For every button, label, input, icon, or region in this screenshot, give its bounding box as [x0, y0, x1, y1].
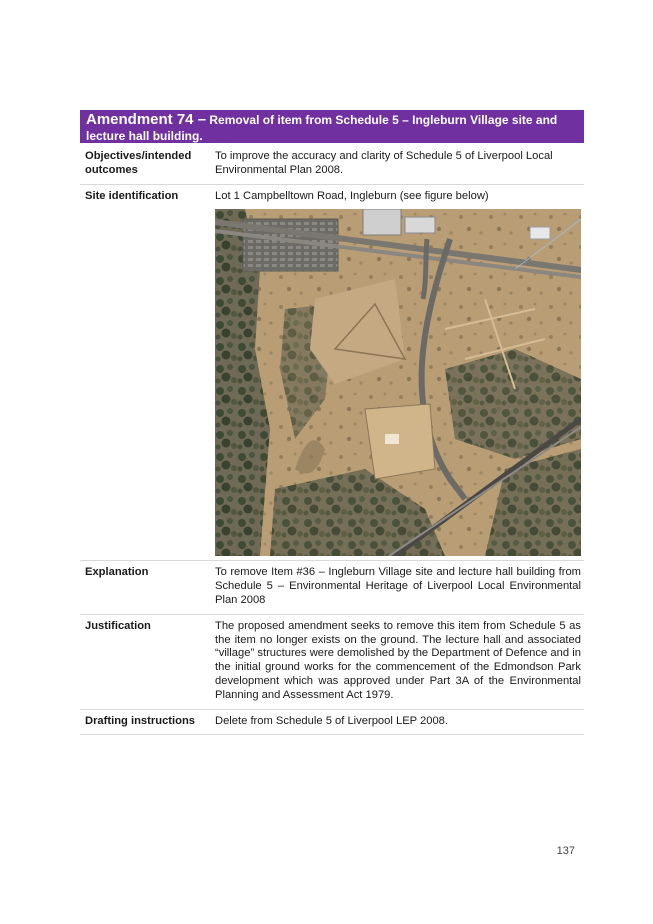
- amendment-header: [80, 110, 584, 143]
- site-identification-label: Site identification: [80, 184, 209, 561]
- row-justification: [80, 614, 584, 709]
- justification-label: Justification: [80, 614, 209, 709]
- row-site-identification: [80, 184, 584, 561]
- row-explanation: [80, 561, 584, 614]
- explanation-value: To remove Item #36 – Ingleburn Village site and lecture hall building from Schedule 5 – Environmental Heritage of Liverpool Local Environmental Plan 2008: [209, 561, 584, 614]
- aerial-site-photo: [215, 209, 581, 556]
- site-identification-cell: [209, 184, 584, 561]
- amendment-title: Removal of item from Schedule 5 – Ingleburn Village site and lecture hall building.: [86, 113, 558, 143]
- row-objectives: [80, 145, 584, 184]
- amendment-number: Amendment 74 –: [86, 111, 207, 128]
- page-number: 137: [556, 845, 575, 857]
- drafting-instructions-value: Delete from Schedule 5 of Liverpool LEP 2008.: [209, 709, 584, 735]
- site-identification-value: Lot 1 Campbelltown Road, Ingleburn (see figure below): [215, 189, 489, 202]
- drafting-instructions-label: Drafting instructions: [80, 709, 209, 735]
- objectives-value: To improve the accuracy and clarity of Schedule 5 of Liverpool Local Environmental Plan 2008.: [209, 145, 584, 184]
- explanation-label: Explanation: [80, 561, 209, 614]
- row-drafting-instructions: [80, 709, 584, 735]
- objectives-label: Objectives/intended outcomes: [80, 145, 209, 184]
- amendment-table: [80, 145, 584, 735]
- justification-value: The proposed amendment seeks to remove this item from Schedule 5 as the item no longer exists on the ground. The lecture hall and associated “village” structures were demolished by the Department of Defence and in the initial ground works for the commencement of the Edmondson Park development which was approved under Part 3A of the Environmental Planning and Assessment Act 1979.: [209, 614, 584, 709]
